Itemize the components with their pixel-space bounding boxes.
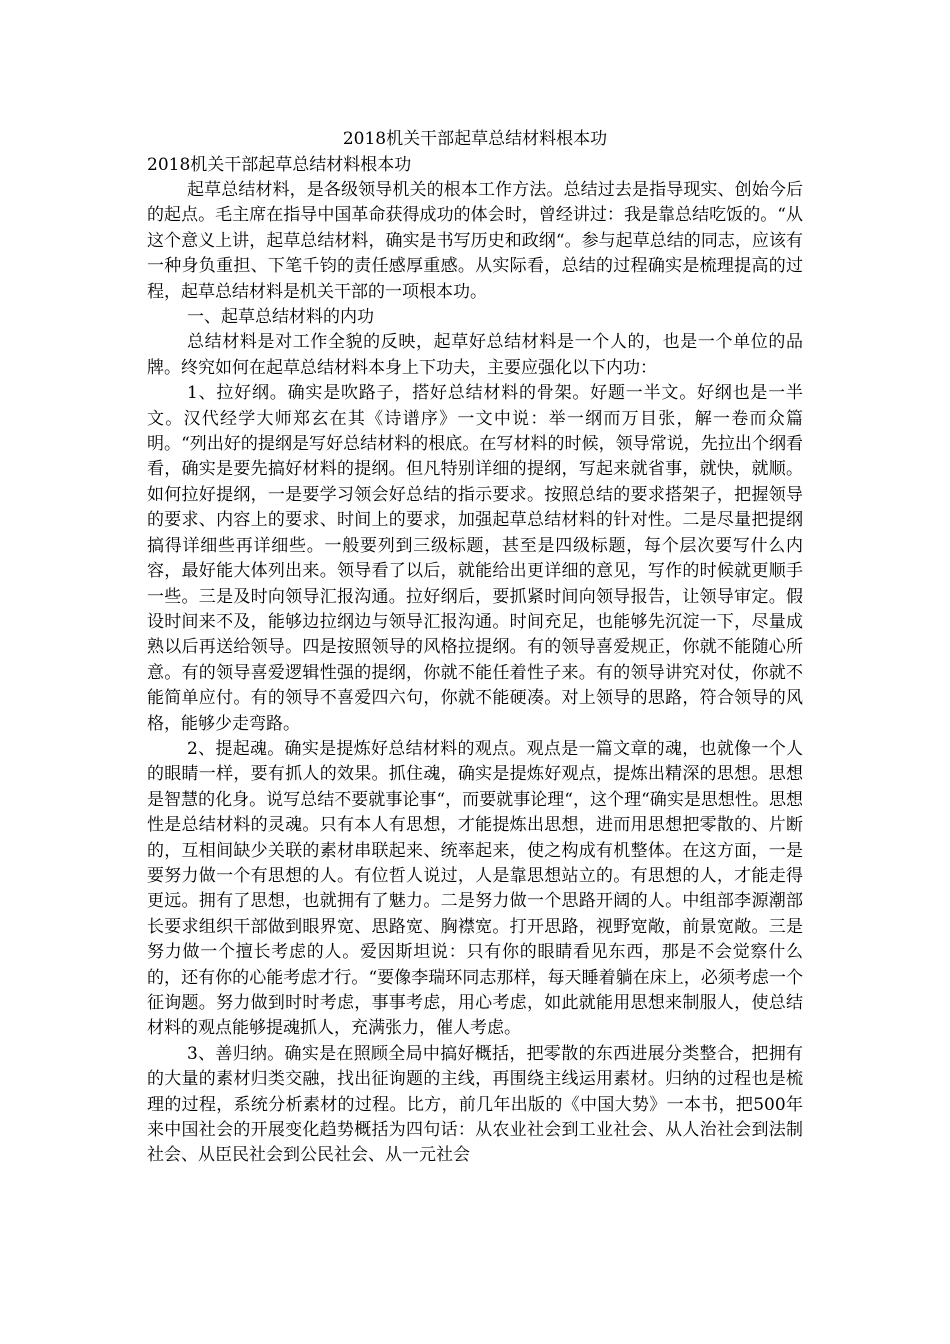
document-title: 2018机关干部起草总结材料根本功 [342, 129, 608, 149]
point-3-paragraph: 3、善归纳。确实是在照顾全局中搞好概括，把零散的东西进展分类整合，把拥有的大量的素材归类交融，找出征询题的主线，再围绕主线运用素材。归纳的过程也是梳理的过程，系统分析素材的过程。比方，前几年出版的《中国大势》一本书，把500年来中国社会的开展变化趋势概括为四句话：从农业社会到工业社会、从人治社会到法制社会、从臣民社会到公民社会、从一元社会 [147, 1043, 803, 1166]
section-heading: 一、起草总结材料的内功 [187, 307, 374, 328]
document-subtitle: 2018机关干部起草总结材料根本功 [147, 155, 412, 175]
point-2-paragraph: 2、提起魂。确实是提炼好总结材料的观点。观点是一篇文章的魂，也就像一个人的眼睛一样，要有抓人的效果。抓住魂，确实是提炼好观点，提炼出精深的思想。思想是智慧的化身。说写总结不要就事论事“，而要就事论理“，这个理“确实是思想性。思想性是总结材料的灵魂。只有本人有思想，才能提炼出思想，进而用思想把零散的、片断的，互相间缺少关联的素材串联起来、统率起来，使之构成有机整体。在这方面，一是要努力做一个有思想的人。有位哲人说过，人是靠思想站立的。有思想的人，才能走得更远。拥有了思想，也就拥有了魅力。二是努力做一个思路开阔的人。中组部李源潮部长要求组织干部做到眼界宽、思路宽、胸襟宽。打开思路，视野宽敞，前景宽敞。三是努力做一个擅长考虑的人。爱因斯坦说：只有你的眼睛看见东西，那是不会觉察什么的，还有你的心能考虑才行。“要像李瑞环同志那样，每天睡着躺在床上，必须考虑一个征询题。努力做到时时考虑，事事考虑，用心考虑，如此就能用思想来制服人，使总结材料的观点能够提魂抓人，充满张力，催人考虑。 [147, 738, 803, 1039]
point-1-paragraph: 1、拉好纲。确实是吹路子，搭好总结材料的骨架。好题一半文。好纲也是一半文。汉代经学大师郑玄在其《诗谱序》一文中说：举一纲而万目张，解一卷而众篇明。“列出好的提纲是写好总结材料的根底。在写材料的时候，领导常说，先拉出个纲看看，确实是要先搞好材料的提纲。但凡特别详细的提纲，写起来就省事，就快，就顺。如何拉好提纲，一是要学习领会好总结的指示要求。按照总结的要求搭架子，把握领导的要求、内容上的要求、时间上的要求，加强起草总结材料的针对性。二是尽量把提纲搞得详细些再详细些。一般要列到三级标题，甚至是四级标题，每个层次要写什么内容，最好能大体列出来。领导看了以后，就能给出更详细的意见，写作的时候就更顺手一些。三是及时向领导汇报沟通。拉好纲后，要抓紧时间向领导报告，让领导审定。假设时间来不及，能够边拉纲边与领导汇报沟通。时间充足，也能够先沉淀一下，尽量成熟以后再送给领导。四是按照领导的风格拉提纲。有的领导喜爱规正，你就不能随心所意。有的领导喜爱逻辑性强的提纲，你就不能任着性子来。有的领导讲究对仗，你就不能简单应付。有的领导不喜爱四六句，你就不能硬凑。对上领导的思路，符合领导的风格，能够少走弯路。 [147, 383, 803, 734]
section-intro-paragraph: 总结材料是对工作全貌的反映，起草好总结材料是一个人的，也是一个单位的品牌。终究如何在起草总结材料本身上下功夫，主要应强化以下内功： [147, 332, 803, 378]
document-page [147, 126, 803, 1169]
intro-paragraph: 起草总结材料，是各级领导机关的根本工作方法。总结过去是指导现实、创始今后的起点。毛主席在指导中国革命获得成功的体会时，曾经讲过：我是靠总结吃饭的。“从这个意义上讲，起草总结材料，确实是书写历史和政纲“。参与起草总结的同志，应该有一种身负重担、下笔千钧的责任感厚重感。从实际看，总结的过程确实是梳理提高的过程，起草总结材料是机关干部的一项根本功。 [147, 180, 803, 302]
